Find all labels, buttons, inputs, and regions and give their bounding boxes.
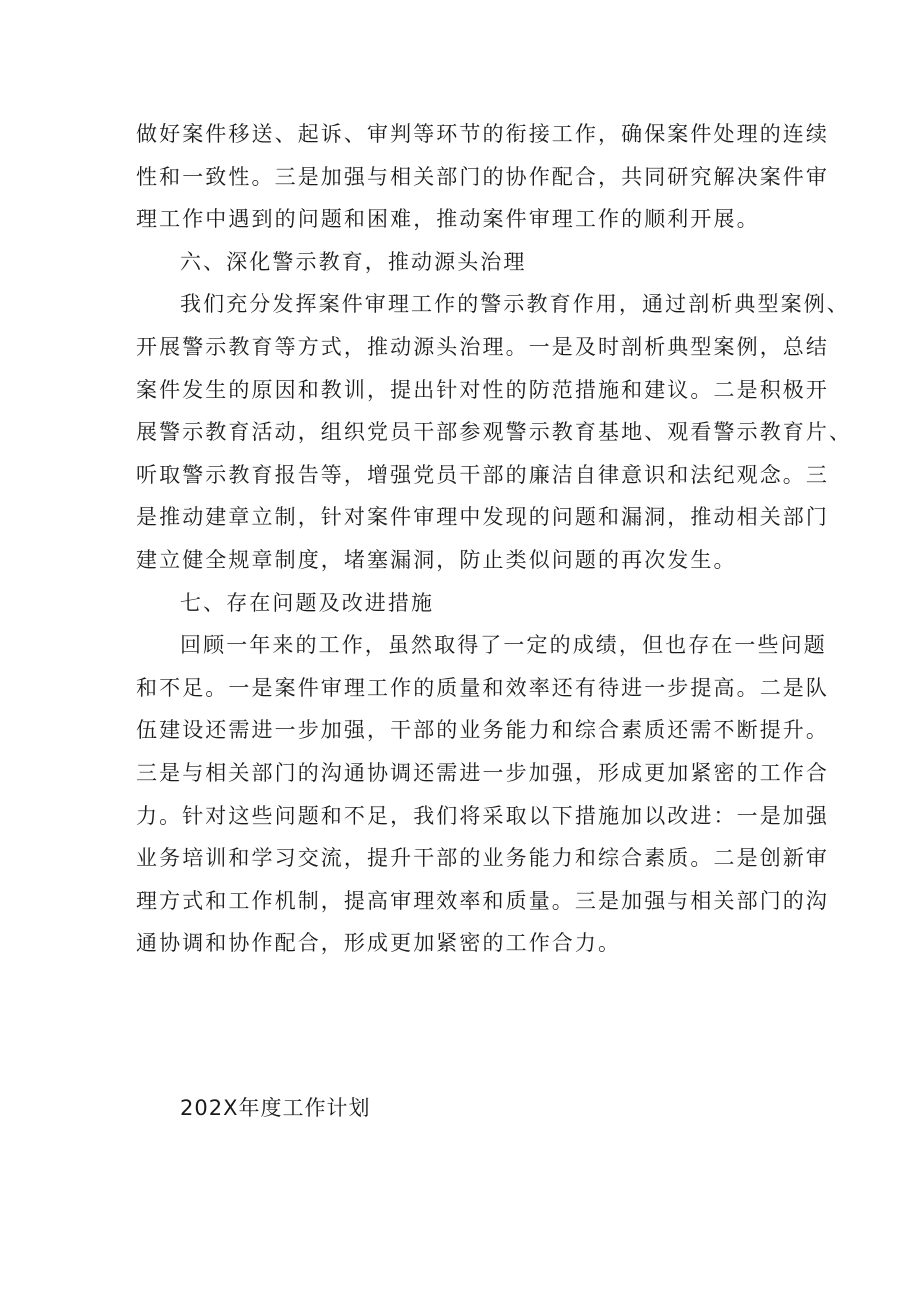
paragraph-warning-education	[136, 283, 853, 581]
section-heading-6	[136, 241, 796, 284]
text-line: 是推动建章立制，针对案件审理中发现的问题和漏洞，推动相关部门	[136, 505, 829, 530]
text-line: 建立健全规章制度，堵塞漏洞，防止类似问题的再次发生。	[136, 547, 737, 572]
text-line: 性和一致性。三是加强与相关部门的协作配合，共同研究解决案件审	[136, 164, 829, 189]
text-line: 做好案件移送、起诉、审判等环节的衔接工作，确保案件处理的连续	[136, 122, 829, 146]
text-line: 听取警示教育报告等，增强党员干部的廉洁自律意识和法纪观念。三	[136, 462, 829, 487]
text-line: 三是与相关部门的沟通协调还需进一步加强，形成更加紧密的工作合	[136, 760, 829, 785]
text-line: 展警示教育活动，组织党员干部参观警示教育基地、观看警示教育片、	[136, 420, 853, 445]
heading-text: 七、存在问题及改进措施	[180, 590, 435, 615]
text-line: 伍建设还需进一步加强，干部的业务能力和综合素质还需不断提升。	[136, 718, 829, 743]
document-body	[136, 113, 853, 965]
text-line: 和不足。一是案件审理工作的质量和效率还有待进一步提高。二是队	[136, 675, 829, 700]
text-line: 开展警示教育等方式，推动源头治理。一是及时剖析典型案例，总结	[136, 334, 829, 359]
section-heading-7	[136, 582, 796, 625]
text-line: 我们充分发挥案件审理工作的警示教育作用，通过剖析典型案例、	[180, 292, 850, 317]
text-line: 回顾一年来的工作，虽然取得了一定的成绩，但也存在一些问题	[180, 633, 827, 658]
text-line: 力。针对这些问题和不足，我们将采取以下措施加以改进：一是加强	[136, 803, 829, 828]
paragraph-problems-improvements	[136, 624, 829, 965]
text-line: 案件发生的原因和教训，提出针对性的防范措施和建议。二是积极开	[136, 377, 829, 402]
text-line: 理方式和工作机制，提高审理效率和质量。三是加强与相关部门的沟	[136, 888, 829, 913]
heading-text: 六、深化警示教育，推动源头治理	[180, 249, 527, 274]
text-line: 通协调和协作配合，形成更加紧密的工作合力。	[136, 931, 622, 956]
paragraph-continuation	[136, 113, 829, 241]
plan-title: 202X年度工作计划	[180, 1096, 371, 1120]
text-line: 业务培训和学习交流，提升干部的业务能力和综合素质。二是创新审	[136, 846, 829, 871]
text-line: 理工作中遇到的问题和困难，推动案件审理工作的顺利开展。	[136, 207, 760, 232]
